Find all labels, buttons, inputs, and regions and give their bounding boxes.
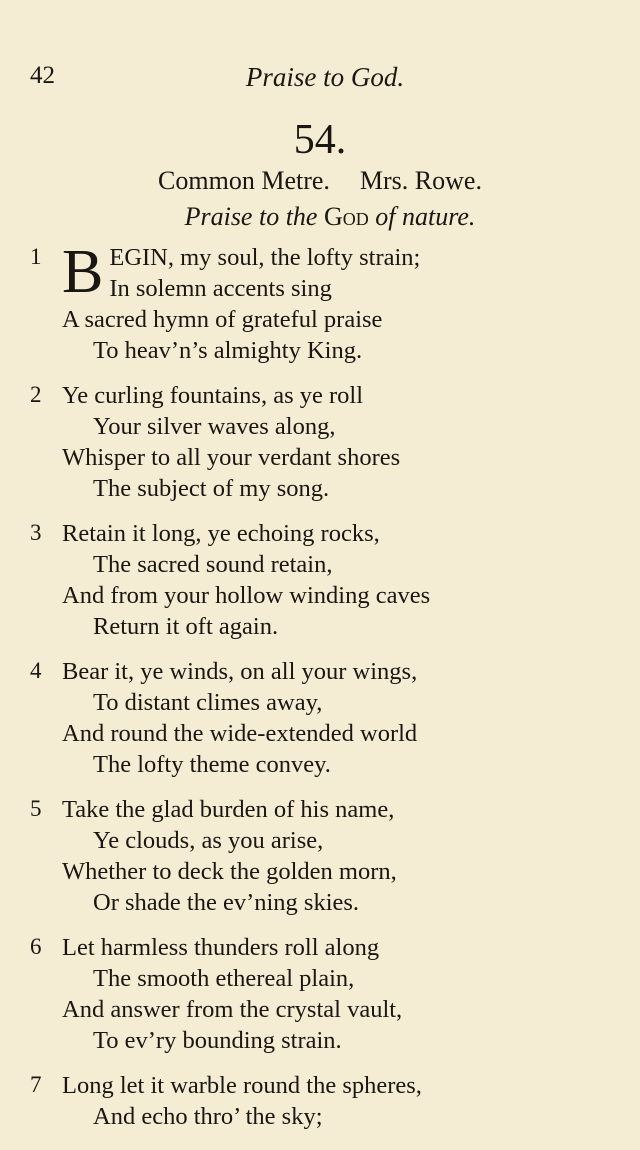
stanza-number: 3: [30, 520, 42, 545]
verse-line: Let harmless thunders roll along: [62, 934, 380, 961]
verse-line: To ev’ry bounding strain.: [93, 1027, 342, 1054]
running-title: Praise to God.: [245, 62, 405, 92]
stanza: [0, 380, 640, 504]
verse-line: The sacred sound retain,: [93, 551, 333, 578]
stanza: [0, 518, 640, 642]
stanza-number: 1: [30, 244, 42, 269]
verse-line: Whisper to all your verdant shores: [62, 444, 401, 471]
stanza-number: 4: [30, 658, 42, 683]
verse-line: And round the wide-extended world: [62, 720, 418, 747]
stanza: [0, 932, 640, 1056]
verse-line: To distant climes away,: [93, 689, 323, 716]
hymn-number: 54.: [293, 117, 347, 163]
verse-line: A sacred hymn of grateful praise: [62, 306, 383, 333]
verse-line: Take the glad burden of his name,: [62, 796, 395, 823]
stanza-number: 2: [30, 382, 42, 407]
verse-line: Bear it, ye winds, on all your wings,: [62, 658, 418, 685]
subtitle-god: God: [323, 202, 369, 231]
stanza: [0, 794, 640, 918]
verse-line: To heav’n’s almighty King.: [93, 337, 363, 364]
stanza-number: 7: [30, 1072, 42, 1097]
page-number: 42: [30, 62, 55, 89]
verse-line: Long let it warble round the spheres,: [62, 1072, 422, 1099]
meter-author-line: [0, 166, 640, 196]
stanza-number: 6: [30, 934, 42, 959]
verse-line: Retain it long, ye echoing rocks,: [62, 520, 380, 547]
drop-cap: B: [62, 238, 104, 306]
verse-line: Whether to deck the golden morn,: [62, 858, 397, 885]
verse-line: The lofty theme convey.: [93, 751, 331, 778]
verse-line: The smooth ethereal plain,: [93, 965, 355, 992]
verse-line: In solemn accents sing: [109, 275, 332, 302]
stanza: [0, 238, 640, 366]
verse-line: Your silver waves along,: [93, 413, 336, 440]
verse-line: Return it oft again.: [93, 613, 279, 640]
verse-line: And answer from the crystal vault,: [62, 996, 403, 1023]
hymn-subtitle: [0, 202, 640, 232]
verse-line: Or shade the ev’ning skies.: [93, 889, 360, 916]
stanza-list: [0, 238, 640, 1146]
hymn-author: Mrs. Rowe.: [359, 166, 482, 195]
verse-line: And echo thro’ the sky;: [93, 1103, 323, 1130]
stanza-number: 5: [30, 796, 42, 821]
verse-line: Ye curling fountains, as ye roll: [62, 382, 363, 409]
verse-line: The subject of my song.: [93, 475, 330, 502]
verse-line: Ye clouds, as you arise,: [93, 827, 324, 854]
hymn-meter: Common Metre.: [158, 166, 330, 195]
verse-line: And from your hollow winding caves: [62, 582, 431, 609]
stanza: [0, 1070, 640, 1132]
subtitle-pre: Praise to the: [184, 202, 318, 231]
verse-line: EGIN, my soul, the lofty strain;: [109, 244, 421, 271]
stanza: [0, 656, 640, 780]
subtitle-post: of nature.: [375, 202, 476, 231]
